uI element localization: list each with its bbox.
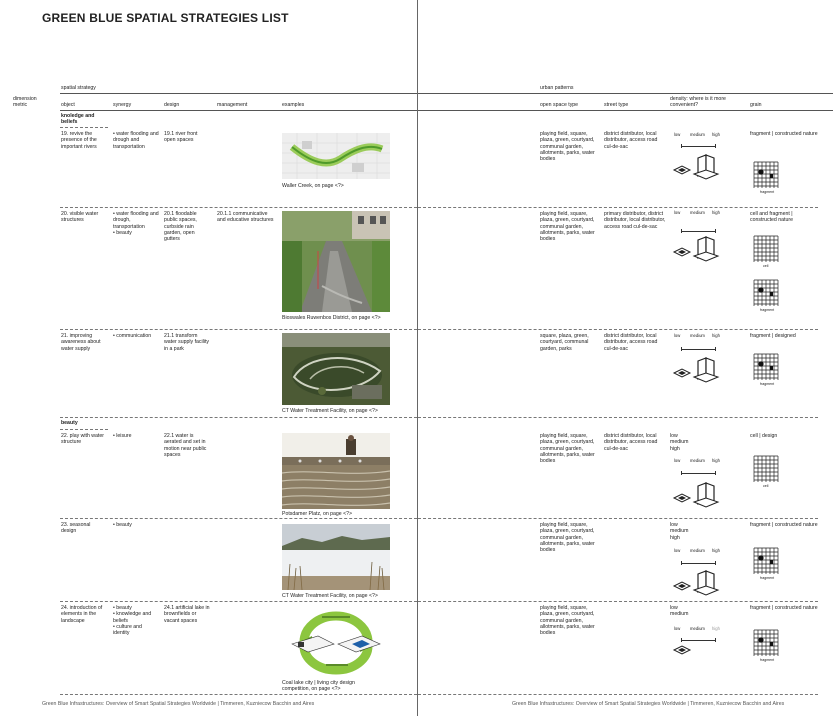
row-street: district distributor, local distributor, access road cul-de-sac [604,433,658,452]
page-divider [417,0,418,716]
row-synergy: • leisure [113,433,132,439]
row-object: 20. visible water structures [61,211,99,224]
grain-grid-icon: fragment [752,352,780,388]
grain-grid-icon: fragment [752,546,780,582]
row-grain: cell and fragment | constructed nature [750,211,793,224]
density-widget: low medium high [672,331,732,383]
col-design: design [164,102,180,108]
col-examples: examples [282,102,305,108]
row-open-space: square, plaza, green, courtyard, communal garden, parks [540,333,589,352]
footer-left: Green Blue Infrastructures: Overview of Smart Spatial Strategies Worldwide | Timmeren, Kuzniecow Bacchin and Aires [42,701,315,707]
row-street: district distributor, local distributor, access road cul-de-sac [604,333,658,352]
row-management: 20.1.1 communicative and educative structures [217,211,274,224]
row-density-text: low medium [670,605,689,618]
urban-patterns-label: urban patterns [540,85,574,91]
row-open-space: playing field, square, plaza, green, courtyard, communal garden, allotments, parks, water bodies [540,433,595,465]
example-photo-bioswales [282,211,390,312]
col-management: management [217,102,248,108]
row-street: district distributor, local distributor, access road cul-de-sac [604,131,658,150]
example-photo-potsdamer-platz [282,433,390,509]
density-widget: low medium high [672,208,732,260]
row-grain: cell | design [750,433,778,439]
example-caption: CT Water Treatment Facility, on page <?> [282,408,378,414]
row-object: 21. improving awareness about water supply [61,333,101,352]
example-caption: CT Water Treatment Facility, on page <?> [282,593,378,599]
density-widget: low medium high [672,130,732,182]
row-density-text: low medium high [670,522,689,541]
row-object: 19. revive the presence of the important rivers [61,131,97,150]
example-photo-ct-water-1 [282,333,390,405]
density-widget: low medium high [672,546,732,598]
col-grain: grain [750,102,762,108]
row-synergy: • beauty [113,522,132,528]
example-caption: Waller Creek, on page <?> [282,183,344,189]
example-caption: Coal lake city | living city design competition, on page <?> [282,680,355,693]
section-knowledge: knoledge and beliefs [61,113,95,126]
row-grain: fragment | constructed nature [750,131,818,137]
building-icon [672,236,722,262]
building-icon [672,482,722,508]
col-open-space: open space type [540,102,579,108]
row-grain: fragment | constructed nature [750,605,818,611]
page-title: GREEN BLUE SPATIAL STRATEGIES LIST [42,11,289,25]
building-icon [672,570,722,596]
col-street: street type [604,102,629,108]
row-design: 21.1 transform water supply facility in a park [164,333,209,352]
row-design: 19.1 river front open spaces [164,131,198,144]
building-icon [672,154,722,180]
dimension-metric-label: dimension metric [13,96,37,109]
row-design: 24.1 artificial lake in brownfields or vacant spaces [164,605,210,624]
grain-grid-icon: fragment [752,160,780,196]
example-photo-ct-water-2 [282,524,390,590]
row-design: 22.1 water is aerated and set in motion near public spaces [164,433,207,458]
row-density-text: low medium high [670,433,689,452]
example-diagram-coal-lake [282,606,390,676]
section-beauty: beauty [61,420,78,426]
row-synergy: • beauty • knowledge and beliefs • culture and identity [113,605,152,637]
density-widget: low medium high [672,456,732,508]
grain-grid-icon: fragment [752,628,780,664]
col-synergy: synergy [113,102,132,108]
example-caption: Bioswales Ruwenbos District, on page <?> [282,315,381,321]
row-object: 23. seasonal design [61,522,91,535]
row-synergy: • water flooding and drough, transportation • beauty [113,211,159,236]
row-synergy: • water flooding and drough and transportation [113,131,159,150]
grain-grid-icon: cell [763,264,769,268]
row-object: 24. introduction of elements in the landscape [61,605,103,624]
col-object: object [61,102,75,108]
row-street: primary distributor, district distributor, local distributor, access road cul-de-sac [604,211,666,230]
grain-grid-icon: cell [763,484,769,488]
row-open-space: playing field, square, plaza, green, courtyard, communal garden, allotments, parks, water bodies [540,211,595,243]
building-icon [672,357,722,383]
example-caption: Potsdamer Platz, on page <?> [282,511,353,517]
col-density: density: where is it more convenient? [670,96,726,109]
grain-grid-icon: fragment [752,278,780,314]
row-open-space: playing field, square, plaza, green, courtyard, communal garden, allotments, parks, water bodies [540,522,595,554]
spatial-strategy-label: spatial strategy [61,85,96,91]
building-icon [672,644,696,656]
row-design: 20.1 floodable public spaces, curbside rain garden, open gutters [164,211,197,243]
density-widget: low medium high [672,624,732,654]
footer-right: Green Blue Infrastructures: Overview of Smart Spatial Strategies Worldwide | Timmeren, Kuzniecow Bacchin and Aires [512,701,785,707]
example-photo-waller-creek [282,133,390,179]
row-object: 22. play with water structure [61,433,104,446]
row-grain: fragment | designed [750,333,796,339]
row-open-space: playing field, square, plaza, green, courtyard, communal garden, allotments, parks, water bodies [540,605,595,637]
row-synergy: • communication [113,333,152,339]
row-grain: fragment | constructed nature [750,522,818,528]
row-open-space: playing field, square, plaza, green, courtyard, communal garden, allotments, parks, water bodies [540,131,595,163]
